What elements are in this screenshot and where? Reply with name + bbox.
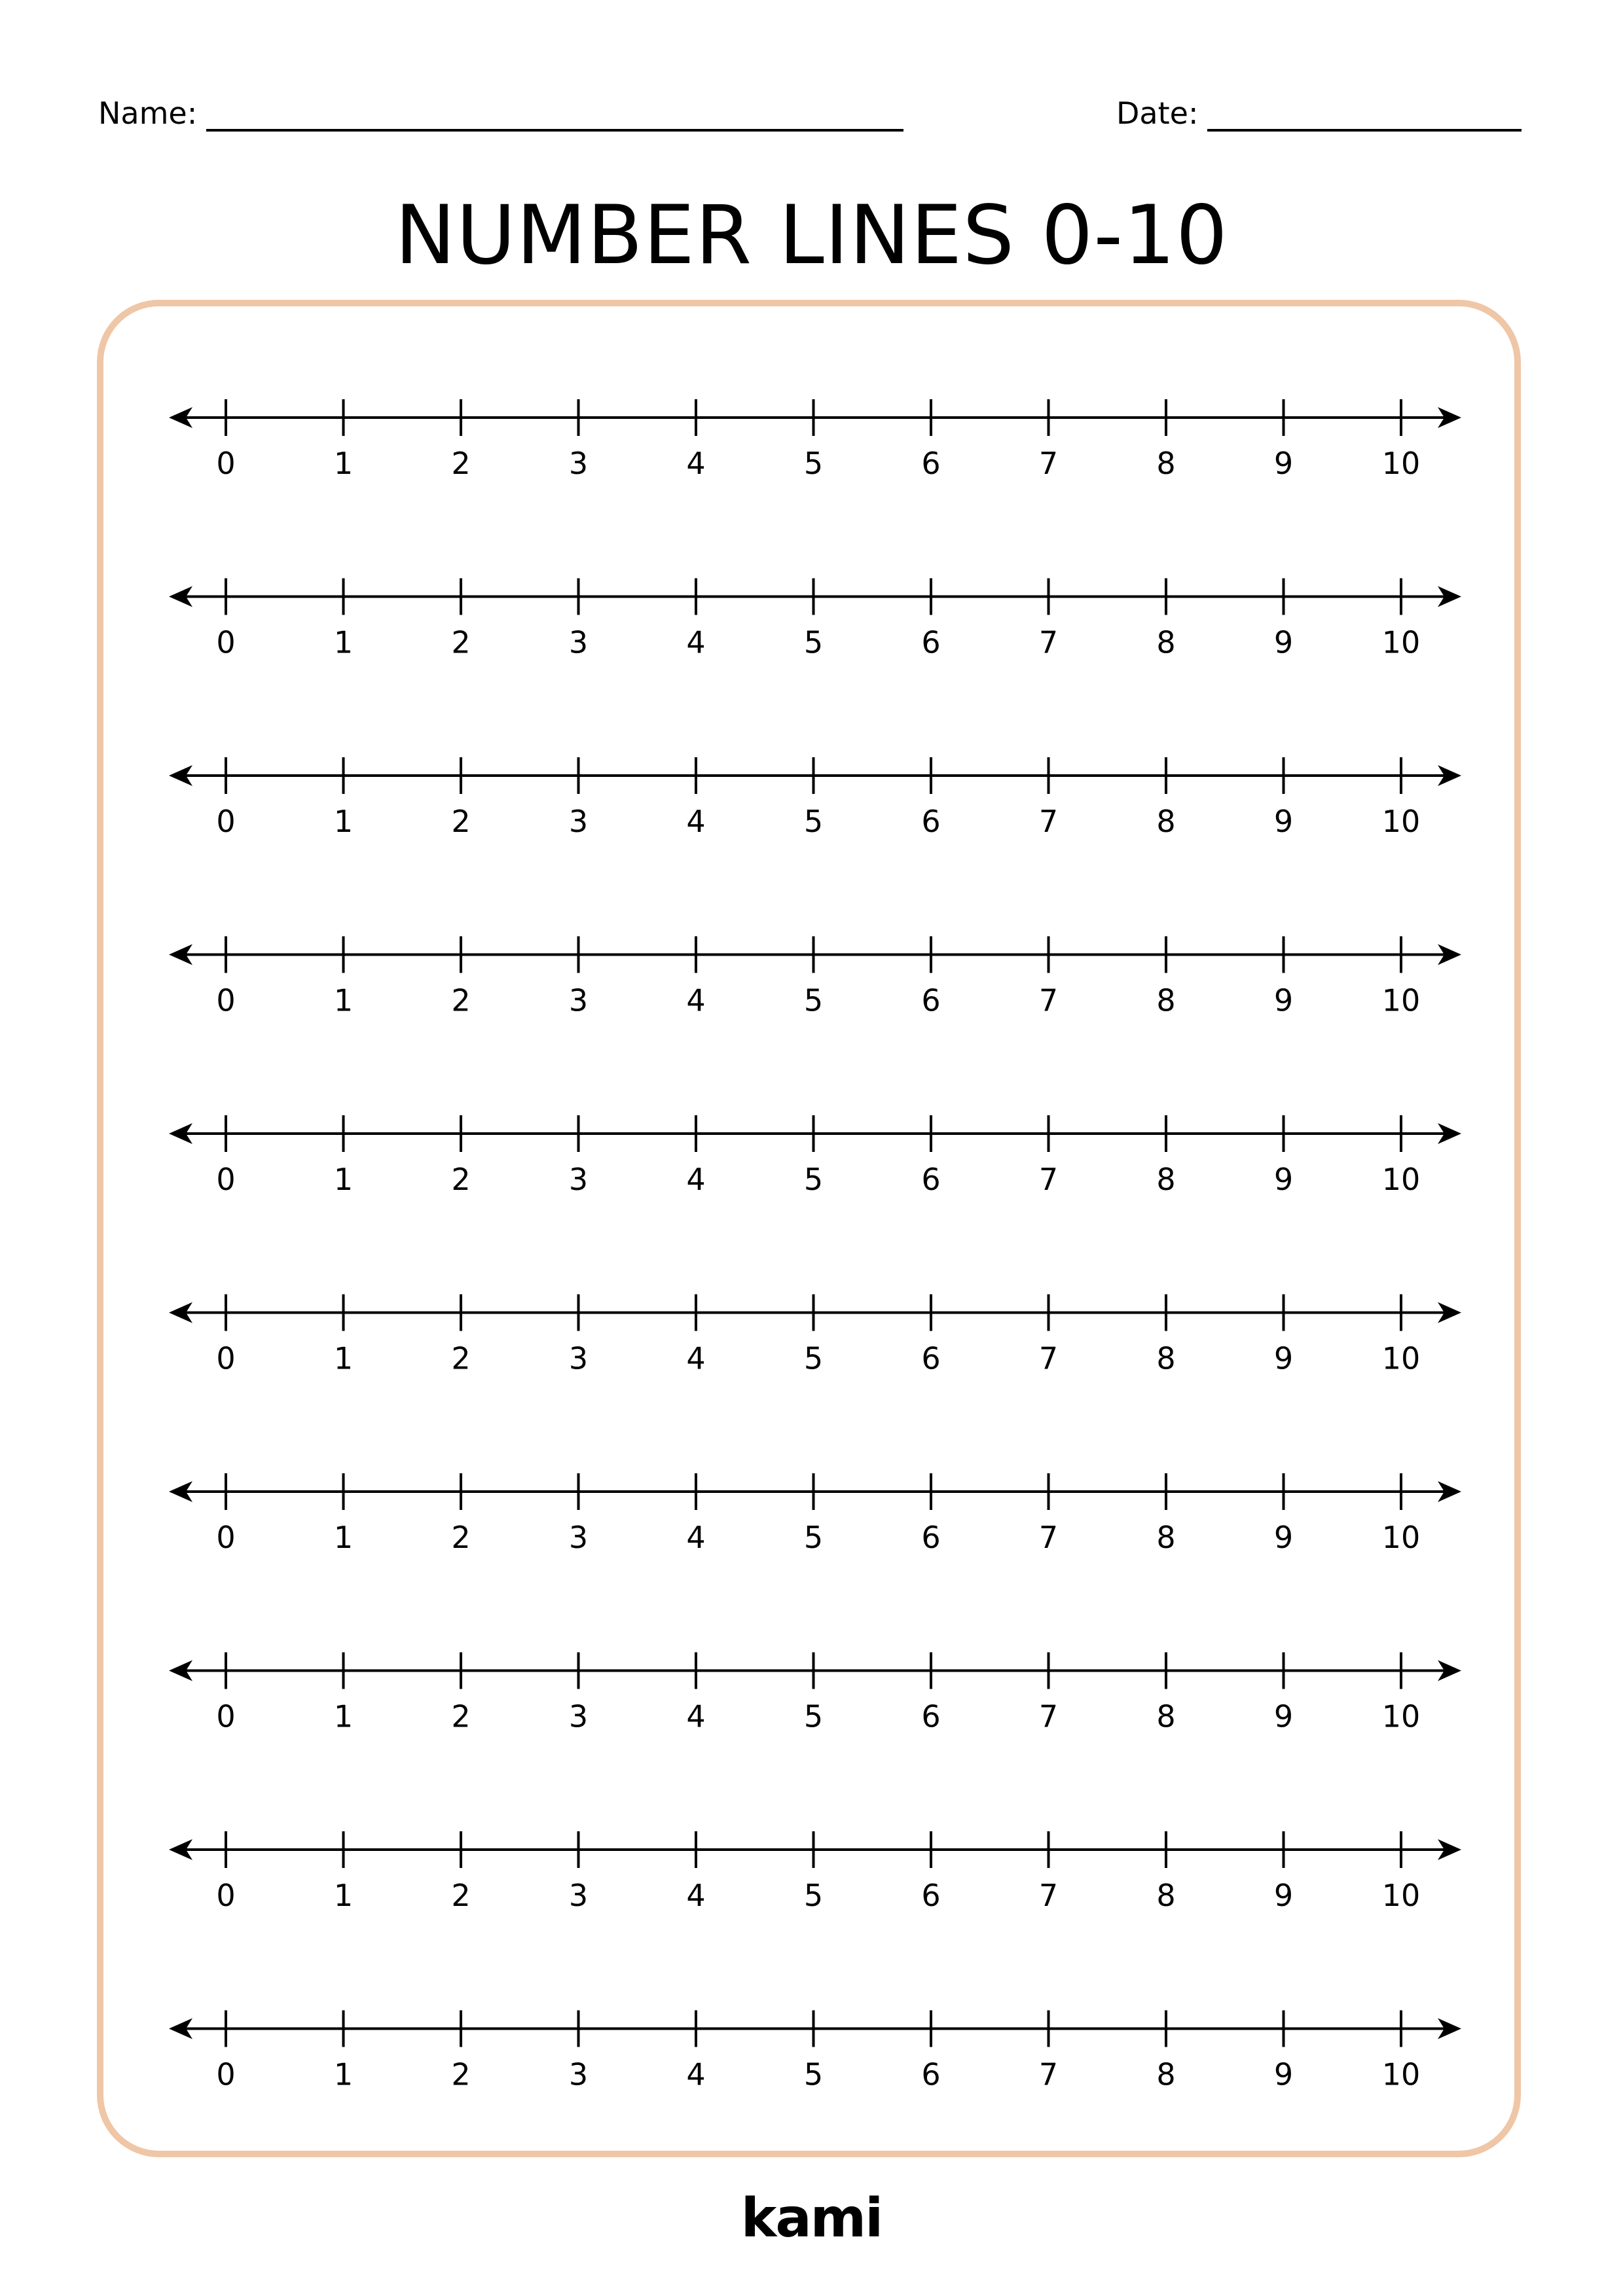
- tick-label: 0: [216, 2056, 236, 2092]
- page-title: NUMBER LINES 0-10: [395, 188, 1228, 283]
- tick-label: 10: [1381, 1878, 1421, 1913]
- kami-logo: kami: [740, 2187, 883, 2250]
- tick-label: 8: [1156, 1878, 1176, 1913]
- tick-label: 2: [451, 982, 471, 1018]
- tick-label: 3: [568, 804, 589, 839]
- tick-label: 1: [333, 446, 354, 481]
- tick-label: 0: [216, 624, 236, 660]
- tick-label: 0: [216, 1520, 236, 1555]
- tick-label: 9: [1273, 1520, 1294, 1555]
- number-line: [169, 757, 1461, 839]
- tick-label: 3: [568, 1162, 589, 1197]
- tick-label: 7: [1038, 2056, 1059, 2092]
- tick-label: 4: [686, 1340, 706, 1376]
- tick-label: 3: [568, 1340, 589, 1376]
- tick-label: 4: [686, 1162, 706, 1197]
- tick-label: 4: [686, 624, 706, 660]
- tick-label: 7: [1038, 446, 1059, 481]
- tick-label: 3: [568, 1698, 589, 1734]
- tick-label: 6: [921, 804, 941, 839]
- tick-label: 3: [568, 446, 589, 481]
- tick-label: 9: [1273, 1340, 1294, 1376]
- tick-label: 9: [1273, 1698, 1294, 1734]
- tick-label: 5: [803, 446, 824, 481]
- tick-label: 4: [686, 1520, 706, 1555]
- tick-label: 6: [921, 1520, 941, 1555]
- tick-label: 7: [1038, 1162, 1059, 1197]
- tick-label: 6: [921, 446, 941, 481]
- tick-label: 6: [921, 1340, 941, 1376]
- tick-label: 7: [1038, 1698, 1059, 1734]
- tick-label: 2: [451, 624, 471, 660]
- tick-label: 9: [1273, 2056, 1294, 2092]
- tick-label: 10: [1381, 624, 1421, 660]
- tick-label: 5: [803, 624, 824, 660]
- tick-label: 0: [216, 1878, 236, 1913]
- tick-label: 7: [1038, 982, 1059, 1018]
- tick-label: 7: [1038, 804, 1059, 839]
- tick-label: 9: [1273, 804, 1294, 839]
- number-line: [169, 579, 1461, 660]
- tick-label: 10: [1381, 1698, 1421, 1734]
- tick-label: 5: [803, 1162, 824, 1197]
- tick-label: 2: [451, 1520, 471, 1555]
- tick-label: 8: [1156, 1520, 1176, 1555]
- tick-label: 2: [451, 1878, 471, 1913]
- tick-label: 2: [451, 1698, 471, 1734]
- number-line: [169, 1831, 1461, 1913]
- tick-label: 6: [921, 1162, 941, 1197]
- tick-label: 10: [1381, 804, 1421, 839]
- tick-label: 1: [333, 2056, 354, 2092]
- tick-label: 10: [1381, 1520, 1421, 1555]
- tick-label: 9: [1273, 624, 1294, 660]
- tick-label: 1: [333, 804, 354, 839]
- tick-label: 0: [216, 446, 236, 481]
- tick-label: 4: [686, 1878, 706, 1913]
- tick-label: 6: [921, 1698, 941, 1734]
- tick-label: 3: [568, 624, 589, 660]
- tick-label: 1: [333, 1520, 354, 1555]
- tick-label: 10: [1381, 982, 1421, 1018]
- tick-label: 7: [1038, 624, 1059, 660]
- tick-label: 5: [803, 804, 824, 839]
- number-line: [169, 937, 1461, 1018]
- tick-label: 1: [333, 1162, 354, 1197]
- tick-label: 8: [1156, 1162, 1176, 1197]
- tick-label: 0: [216, 1162, 236, 1197]
- tick-label: 2: [451, 1162, 471, 1197]
- tick-label: 5: [803, 1340, 824, 1376]
- date-label: Date:: [1116, 96, 1199, 131]
- tick-label: 6: [921, 1878, 941, 1913]
- tick-label: 2: [451, 2056, 471, 2092]
- tick-label: 8: [1156, 446, 1176, 481]
- tick-label: 1: [333, 1698, 354, 1734]
- name-label: Name:: [98, 96, 198, 131]
- tick-label: 9: [1273, 1878, 1294, 1913]
- tick-label: 8: [1156, 1698, 1176, 1734]
- tick-label: 2: [451, 446, 471, 481]
- tick-label: 4: [686, 1698, 706, 1734]
- tick-label: 0: [216, 804, 236, 839]
- tick-label: 10: [1381, 1162, 1421, 1197]
- tick-label: 8: [1156, 1340, 1176, 1376]
- tick-label: 5: [803, 2056, 824, 2092]
- tick-label: 9: [1273, 982, 1294, 1018]
- tick-label: 3: [568, 1520, 589, 1555]
- tick-label: 8: [1156, 804, 1176, 839]
- tick-label: 5: [803, 1520, 824, 1555]
- tick-label: 10: [1381, 1340, 1421, 1376]
- tick-label: 3: [568, 1878, 589, 1913]
- tick-label: 1: [333, 982, 354, 1018]
- tick-label: 4: [686, 804, 706, 839]
- number-line: [169, 1473, 1461, 1555]
- tick-label: 10: [1381, 446, 1421, 481]
- tick-label: 1: [333, 624, 354, 660]
- number-line: [169, 399, 1461, 481]
- number-line: [169, 1653, 1461, 1734]
- number-line: [169, 2011, 1461, 2092]
- tick-label: 6: [921, 624, 941, 660]
- tick-label: 0: [216, 1698, 236, 1734]
- tick-label: 0: [216, 982, 236, 1018]
- tick-label: 5: [803, 1698, 824, 1734]
- tick-label: 0: [216, 1340, 236, 1376]
- tick-label: 5: [803, 982, 824, 1018]
- tick-label: 4: [686, 982, 706, 1018]
- tick-label: 9: [1273, 1162, 1294, 1197]
- tick-label: 2: [451, 1340, 471, 1376]
- tick-label: 10: [1381, 2056, 1421, 2092]
- tick-label: 4: [686, 446, 706, 481]
- tick-label: 7: [1038, 1878, 1059, 1913]
- tick-label: 8: [1156, 2056, 1176, 2092]
- number-line: [169, 1295, 1461, 1376]
- tick-label: 6: [921, 982, 941, 1018]
- tick-label: 4: [686, 2056, 706, 2092]
- tick-label: 8: [1156, 624, 1176, 660]
- tick-label: 6: [921, 2056, 941, 2092]
- tick-label: 7: [1038, 1520, 1059, 1555]
- tick-label: 8: [1156, 982, 1176, 1018]
- tick-label: 9: [1273, 446, 1294, 481]
- tick-label: 1: [333, 1340, 354, 1376]
- tick-label: 3: [568, 982, 589, 1018]
- tick-label: 3: [568, 2056, 589, 2092]
- tick-label: 2: [451, 804, 471, 839]
- tick-label: 1: [333, 1878, 354, 1913]
- number-line: [169, 1115, 1461, 1197]
- tick-label: 5: [803, 1878, 824, 1913]
- tick-label: 7: [1038, 1340, 1059, 1376]
